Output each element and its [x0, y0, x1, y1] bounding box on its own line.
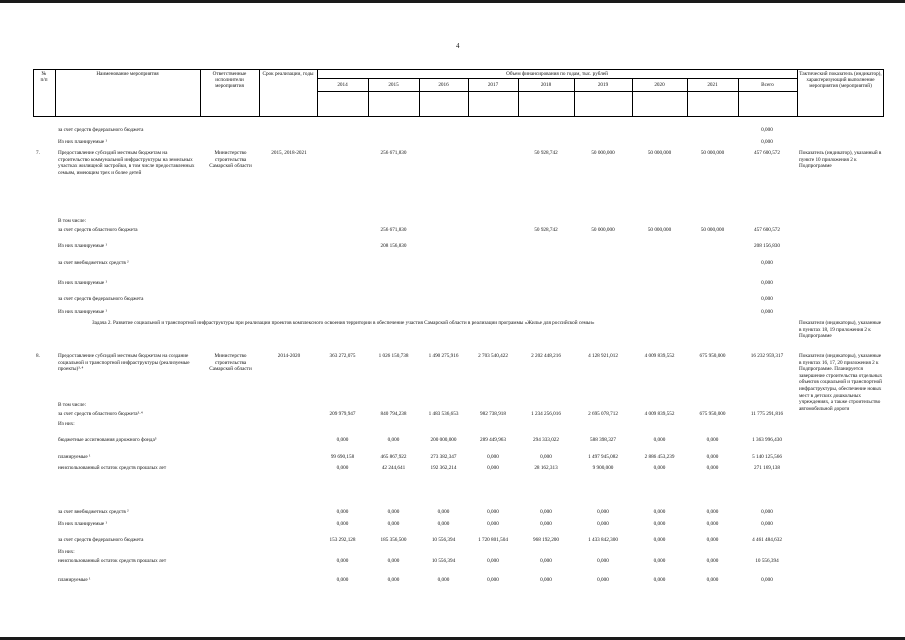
row-value: 0,000	[706, 558, 719, 564]
header-col-rule	[883, 69, 884, 117]
header-responsible: Ответственные исполнители мероприятия	[212, 71, 247, 90]
row-value: 0,000	[336, 509, 349, 515]
row-value: 0,000	[336, 521, 349, 527]
row-value: 0,000	[387, 437, 400, 443]
row-label: планируемые ¹	[58, 577, 91, 583]
row-label: Из них планируемые ¹	[58, 309, 108, 315]
row-value: 840 794,238	[380, 411, 407, 417]
row-value: 1 026 150,738	[378, 353, 409, 359]
row-label: В том числе:	[58, 402, 87, 408]
row-value: 1 433 842,300	[588, 537, 618, 543]
row-value: 0,000	[540, 509, 552, 515]
row-value: 289 449,963	[480, 437, 506, 443]
row-label: Из них планируемые ¹	[58, 243, 108, 249]
row-value: 0,000	[540, 558, 552, 564]
row-label: за счет средств федерального бюджета	[58, 127, 144, 133]
row-value: 588 398,327	[590, 437, 616, 443]
row-value: 0,000	[437, 521, 450, 527]
header-year: 2017	[487, 82, 499, 88]
row-value: 1 234 256,016	[531, 411, 561, 417]
row-label: Из них планируемые ¹	[58, 521, 108, 527]
row-value: 1 497 945,082	[588, 454, 618, 460]
row-value: 50 000,000	[647, 150, 672, 156]
row-value: 50 000,000	[591, 150, 615, 156]
row-value: 0,000	[487, 509, 499, 515]
header-year: Всего	[761, 82, 774, 88]
row-value: 0,000	[761, 260, 773, 266]
header-year: 2016	[438, 82, 449, 88]
row-indicator: Показатель (индикатор), указанный в пункте 10 приложения 2 к Подпрограмме	[799, 150, 882, 170]
row-number: 8.	[36, 353, 40, 359]
row-responsible: Министерство строительства Самарской области	[209, 353, 252, 373]
scan-edge-top	[0, 0, 905, 3]
row-value: 50 928,742	[534, 150, 558, 156]
header-funding: Объем финансирования по годам, тыс. рублей	[506, 71, 608, 77]
row-value: 0,000	[437, 509, 450, 515]
row-value: 0,000	[387, 577, 400, 583]
row-value: 968 192,200	[533, 537, 559, 543]
row-value: 675 950,000	[699, 411, 726, 417]
row-value: 465 867,922	[380, 454, 407, 460]
row-value: 10 556,394	[755, 558, 779, 564]
row-label: планируемые ¹	[58, 454, 91, 460]
row-label: за счет средств областного бюджета³·⁴	[58, 411, 143, 417]
row-value: 0,000	[597, 509, 609, 515]
row-label: неиспользованный остаток средств прошлых лет	[58, 465, 167, 471]
row-label: за счет средств федерального бюджета	[58, 296, 144, 302]
row-value: 200 000,000	[430, 437, 457, 443]
row-value: 192 362,214	[430, 465, 457, 471]
row-value: 0,000	[597, 521, 609, 527]
row-value: 0,000	[487, 465, 499, 471]
row-value: 0,000	[597, 577, 609, 583]
row-number: 7.	[36, 150, 40, 156]
row-value: 0,000	[761, 127, 773, 133]
row-value: 0,000	[761, 296, 773, 302]
row-value: 0,000	[761, 521, 773, 527]
row-value: 1 720 801,504	[478, 537, 508, 543]
header-number: № п/п	[40, 71, 48, 84]
row-value: 675 950,000	[699, 353, 726, 359]
header-year: 2021	[707, 82, 718, 88]
row-label: В том числе:	[58, 218, 87, 224]
row-value: 0,000	[706, 454, 719, 460]
row-label: Из них планируемые ¹	[58, 280, 108, 286]
row-value: 0,000	[761, 509, 773, 515]
row-value: 1 483 536,653	[428, 411, 459, 417]
row-value: 0,000	[706, 437, 719, 443]
row-value: 982 738,918	[480, 411, 506, 417]
row-value: 0,000	[336, 558, 349, 564]
row-label: за счет средств областного бюджета	[58, 227, 138, 233]
row-value: 0,000	[437, 577, 450, 583]
row-value: 0,000	[706, 521, 719, 527]
header-name: Наименование мероприятия	[96, 71, 159, 77]
row-value: 99 690,158	[330, 454, 355, 460]
row-value: 50 928,742	[534, 227, 558, 233]
row-value: 208 156,830	[380, 243, 407, 249]
row-label: неиспользованный остаток средств прошлых лет	[58, 558, 167, 564]
row-value: 0,000	[653, 558, 666, 564]
row-value: 0,000	[540, 577, 552, 583]
row-value: 50 000,000	[647, 227, 672, 233]
row-value: 0,000	[653, 437, 666, 443]
header-year: 2019	[597, 82, 609, 88]
years-top-rule	[317, 78, 797, 79]
row-value: 208 156,830	[754, 243, 780, 249]
header-period: Срок реализации, годы	[262, 71, 314, 77]
row-value: 0,000	[487, 558, 499, 564]
row-value: 5 140 125,566	[752, 454, 782, 460]
row-value: 2 886 453,239	[644, 454, 675, 460]
row-value: 11 775 291,816	[750, 411, 784, 417]
row-value: 209 979,947	[329, 411, 356, 417]
row-label: за счет внебюджетных средств ²	[58, 509, 129, 515]
page-number: 4	[456, 42, 460, 50]
header-bottom-rule	[33, 116, 883, 117]
row-value: 0,000	[540, 454, 552, 460]
header-indicator: Тактический показатель (индикатор), характеризующий выполнение мероприятия (мероприятий)	[799, 71, 882, 90]
row-value: 0,000	[487, 521, 499, 527]
row-value: 4 009 839,552	[644, 411, 675, 417]
row-value: 0,000	[653, 521, 666, 527]
row-value: 28 162,313	[534, 465, 558, 471]
row-value: 0,000	[706, 509, 719, 515]
row-value: 0,000	[761, 577, 773, 583]
row-value: 50 000,000	[591, 227, 615, 233]
row-value: 273 382,347	[430, 454, 457, 460]
row-value: 0,000	[487, 577, 499, 583]
row-value: 0,000	[653, 577, 666, 583]
row-value: 0,000	[706, 577, 719, 583]
row-label: Предоставление субсидий местным бюджетам на строительство коммунальной инфраструктуры на земельных участках жилищной застройки, в том числе предоставленных семьям, имеющим трех и более детей	[58, 150, 195, 176]
row-value: 16 232 959,317	[750, 353, 784, 359]
header-year: 2018	[540, 82, 552, 88]
row-value: 256 671,830	[380, 227, 407, 233]
task-2-heading: Задача 2. Развитие социальной и транспортной инфраструктуры при реализации проектов комплексного освоения территории в обеспечение участия Самарской области в реализации программы «Жилье для российской семьи»	[92, 320, 595, 326]
row-value: 457 600,572	[754, 227, 780, 233]
row-value: 4 128 921,012	[588, 353, 618, 359]
row-responsible: Министерство строительства Самарской области	[209, 150, 252, 170]
year-col-rule	[797, 78, 798, 116]
row-value: 0,000	[761, 139, 773, 145]
row-value: 0,000	[387, 558, 400, 564]
row-value: 0,000	[540, 521, 552, 527]
row-label: за счет средств федерального бюджета	[58, 537, 144, 543]
row-value: 4 461 484,632	[752, 537, 782, 543]
row-value: 0,000	[706, 465, 719, 471]
row-label: Предоставление субсидий местным бюджетам на создание социальной и транспортной инфраструктуры (реализуемые проекты)³·⁴	[58, 353, 190, 373]
row-value: 2 202 448,216	[531, 353, 561, 359]
row-value: 1 490 275,916	[428, 353, 459, 359]
row-period: 2015, 2018-2021	[271, 150, 307, 156]
row-label: за счет внебюджетных средств ²	[58, 260, 129, 266]
row-value: 153 292,128	[329, 537, 356, 543]
row-value: 0,000	[761, 280, 773, 286]
row-value: 0,000	[387, 521, 400, 527]
row-value: 0,000	[653, 537, 666, 543]
row-value: 271 169,138	[754, 465, 780, 471]
task-2-indicator: Показатели (индикаторы), указанные в пунктах 18, 19 приложения 2 к Подпрограмме	[799, 320, 882, 340]
row-value: 0,000	[336, 577, 349, 583]
row-value: 0,000	[387, 509, 400, 515]
row-label: Из них:	[58, 549, 75, 555]
row-value: 1 363 996,430	[752, 437, 782, 443]
row-value: 185 356,500	[380, 537, 407, 543]
row-value: 0,000	[653, 509, 666, 515]
row-value: 0,000	[597, 558, 609, 564]
header-year: 2015	[388, 82, 399, 88]
row-value: 2 703 540,422	[478, 353, 508, 359]
years-bottom-rule	[317, 91, 797, 92]
row-value: 0,000	[336, 437, 349, 443]
row-value: 0,000	[336, 465, 349, 471]
header-year: 2020	[654, 82, 665, 88]
row-value: 9 900,000	[592, 465, 614, 471]
row-value: 457 600,572	[754, 150, 780, 156]
row-value: 0,000	[761, 309, 773, 315]
header-year: 2014	[337, 82, 348, 88]
row-period: 2014-2020	[277, 353, 301, 359]
header-top-rule	[33, 69, 883, 70]
row-indicator: Показатели (индикаторы), указанные в пунктах 16, 17, 20 приложения 2 к Подпрограмме. Планируется завершение строительства отдельных объектов социальной и транспортной инфраструктуры, обеспечение новых мест в детских дошкольных учреждениях, а также строительство автомобильной дороги	[799, 353, 883, 412]
row-value: 256 671,830	[380, 150, 407, 156]
row-label: Из них планируемые ¹	[58, 139, 108, 145]
row-value: 2 695 078,712	[588, 411, 618, 417]
row-value: 10 556,394	[431, 558, 456, 564]
row-value: 50 000,000	[700, 227, 725, 233]
row-value: 42 244,641	[381, 465, 406, 471]
row-value: 0,000	[487, 454, 499, 460]
row-value: 0,000	[706, 537, 719, 543]
row-value: 0,000	[653, 465, 666, 471]
row-label: Из них:	[58, 421, 75, 427]
row-value: 10 556,394	[431, 537, 456, 543]
row-value: 50 000,000	[700, 150, 725, 156]
row-value: 363 272,075	[329, 353, 356, 359]
row-label: бюджетные ассигнования дорожного фонда⁵	[58, 437, 157, 443]
row-value: 4 009 839,552	[644, 353, 675, 359]
row-value: 294 333,022	[533, 437, 559, 443]
